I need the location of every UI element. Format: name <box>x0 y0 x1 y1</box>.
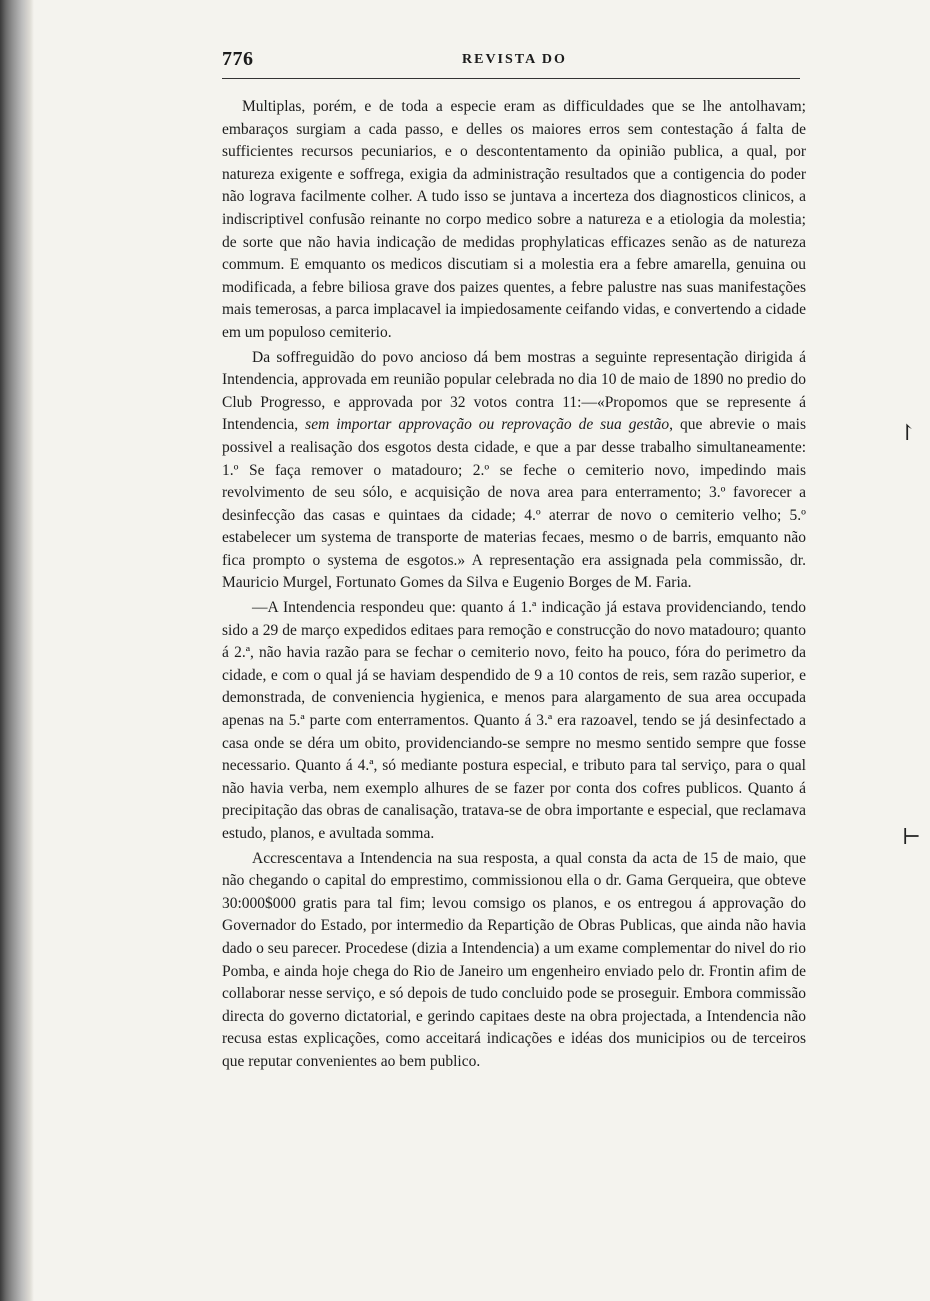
scanned-book-spine <box>0 0 34 1301</box>
paragraph-1: Multiplas, porém, e de toda a especie eram as difficuldades que se lhe antolhavam; embaraços surgiam a cada passo, e delles os maiores erros sem contestação á falta de sufficientes recursos pecuniarios, e o descontentamento da opinião publica, a qual, por natureza exigente e soffrega, exigia da administração resultados que a contigencia do poder não lograva facilmente colher. A tudo isso se juntava a incerteza dos diagnosticos clinicos, a indiscriptivel confusão reinante no corpo medico sobre a natureza e a etiologia da molestia; de sorte que não havia indicação de medidas prophylaticas efficazes senão as de natureza commum. E emquanto os medicos discutiam si a molestia era a febre amarella, genuina ou modificada, a febre biliosa grave dos paizes quentes, a febre palustre nas suas manifestações mais temerosas, a parca implacavel ia impiedosamente ceifando vidas, e convertendo a cidade em um populoso cemiterio. <box>222 98 806 341</box>
paragraph-2-text-before: Da soffreguidão do povo ancioso dá bem mostras a seguinte representação dirigida á Intendencia, approvada em reunião popular celebrada no dia 10 de maio de 1890 no predio do Club Progresso, e approvada por 32 votos contra 11:—«Propomos que se represente á Intendencia, <box>222 348 806 434</box>
running-head: REVISTA DO <box>462 52 567 67</box>
paragraph-3: —A Intendencia respondeu que: quanto á 1.ª indicação já estava providenciando, tendo sido a 29 de março expedidos editaes para remoção e construcção do novo matadouro; quanto á 2.ª, não havia razão para se fechar o cemiterio novo, feito ha pouco, fóra do perimetro da cidade, e com o qual já se haviam despendido de 9 a 10 contos de reis, sem razão superior, e demonstrada, de conveniencia hygienica, e menos para alargamento de sua area occupada apenas na 5.ª parte com enterramentos. Quanto á 3.ª era razoavel, tendo se já desinfectado a casa onde se déra um obito, providenciando-se sempre no mesmo sentido sempre que fosse necessario. Quanto á 4.ª, só mediante postura especial, e tributo para tal serviço, para o qual não havia verba, nem exemplo alhures de se fazer por conta dos cofres publicos. Quanto á precipitação das obras de canalisação, tratava-se de obra importante e especial, que reclamava estudo, planos, e avultada somma. <box>222 599 806 842</box>
document-page <box>222 44 812 1070</box>
margin-mark-arrow-icon: ↾ <box>898 420 917 445</box>
page-header <box>222 44 812 74</box>
page-number: 776 <box>222 48 254 70</box>
paragraph-4: Accrescentava a Intendencia na sua resposta, a qual consta da acta de 15 de maio, que não chegando o capital do emprestimo, commissionou ella o dr. Gama Gerqueira, que obteve 30:000$000 gratis para tal fim; levou comsigo os planos, e os entregou á approvação do Governador do Estado, por intermedio da Repartição de Obras Publicas, que ainda não havia dado o seu parecer. Procedese (dizia a Intendencia) a um exame complementar do nivel do rio Pomba, e ainda hoje chega do Rio de Janeiro um engenheiro enviado pelo dr. Frontin afim de collaborar nesse serviço, e só depois de tudo concluido pode se proseguir. Embora commissão directa do governo dictatorial, e gerindo capitaes deste na obra projectada, a Intendencia não recusa estas explicações, como acceitará indicações e idéas dos municipios ou de terceiros que reputar convenientes ao bem publico. <box>222 849 806 1070</box>
body-text <box>222 96 806 1074</box>
margin-mark-tick-icon: ⊢ <box>902 824 921 849</box>
header-rule <box>222 78 800 79</box>
paragraph-2-italic-text: sem importar approvação ou reprovação de sua gestão <box>305 416 670 434</box>
paragraph-2 <box>222 347 806 596</box>
paragraph-2-text-after: , que abrevie o mais possivel a realisação dos esgotos desta cidade, e que a par desse trabalho simultaneamente: 1.º Se faça remover o matadouro; 2.º se feche o cemiterio novo, impedindo mais revolvimento de seu sólo, e acquisição de nova area para enterramento; 3.º favorecer a desinfecção das casas e quintaes da cidade; 4.º aterrar de novo o cemiterio velho; 5.º estabelecer um systema de transporte de materias fecaes, mesmo o de barris, emquanto não fica prompto o systema de esgotos.» A representação era assignada pela commissão, dr. Mauricio Murgel, Fortunato Gomes da Silva e Eugenio Borges de M. Faria. <box>222 416 806 592</box>
